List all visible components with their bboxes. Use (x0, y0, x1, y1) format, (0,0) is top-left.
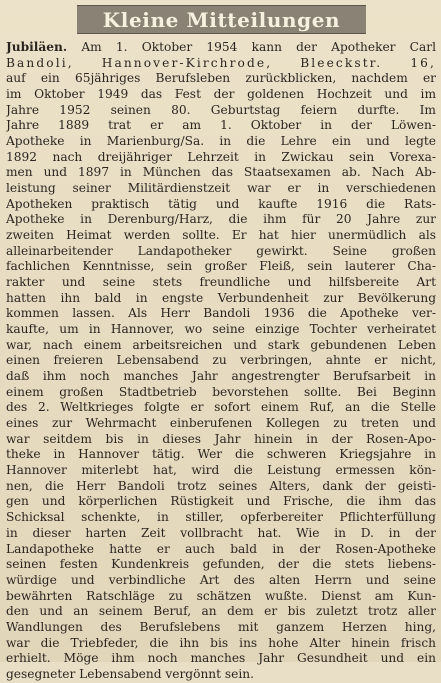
article-line: einen freieren Lebensabend zu verbringen, ahnte er nicht, (6, 353, 436, 368)
section-header-bar (77, 5, 366, 34)
article-line: seinen festen Kundenkreis gefunden, der die stets liebens- (6, 557, 436, 572)
article-line: würdige und verbindliche Art des alten Herrn und seine (6, 572, 436, 587)
article-line-text: Bandoli, Hannover-Kirchrode, Bleeckstr. 16, (6, 55, 436, 70)
article-line: fachlichen Kenntnisse, sein großer Fleiß, sein lauterer Cha- (6, 259, 436, 274)
article-line: einem großen Stadtbetrieb bevorstehen sollte. Bei Beginn (6, 384, 436, 399)
article-line: theke in Hannover tätig. Wer die schweren Kriegsjahre in (6, 447, 436, 462)
article-line: nen, die Herr Bandoli trotz seines Alters, dank der geisti- (6, 478, 436, 493)
article-line: Apotheke in Derenburg/Harz, die ihm für 20 Jahre zur (6, 212, 436, 227)
article-line: erhielt. Möge ihm noch manches Jahr Gesundheit und ein (6, 651, 436, 666)
article-line: Schicksal schenkte, in stiller, opferbereiter Pflichterfüllung (6, 510, 436, 525)
article-line: im Oktober 1949 das Fest der goldenen Hochzeit und im (6, 87, 436, 102)
article-line (6, 40, 436, 56)
article-line: bewährten Ratschläge zu schätzen wußte. Dienst am Kun- (6, 588, 436, 603)
article-line: gen und körperlichen Rüstigkeit und Frische, die ihm das (6, 494, 436, 509)
article-line-text: Am 1. Oktober 1954 kann der Apotheker Carl (67, 40, 436, 54)
article-line: auf ein 65jähriges Berufsleben zurückblicken, nachdem er (6, 71, 436, 86)
article-body (6, 40, 436, 683)
article-line: des 2. Weltkrieges folgte er sofort einem Ruf, an die Stelle (6, 400, 436, 415)
article-line: in dieser harten Zeit vollbracht hat. Wie in D. in der (6, 525, 436, 540)
article-line: 1892 nach dreijähriger Lehrzeit in Zwickau sein Vorexa- (6, 149, 436, 164)
article-line: gesegneter Lebensabend vergönnt sein. (6, 666, 255, 681)
article-line: kaufte, um in Hannover, wo seine einzige Tochter verheiratet (6, 322, 436, 337)
article-line: den und an seinem Beruf, an dem er bis zuletzt trotz aller (6, 604, 436, 619)
article-line: hatten ihn bald in engste Verbundenheit zur Bevölkerung (6, 290, 436, 305)
article-line: war, nach einem arbeitsreichen und stark gebundenen Leben (6, 337, 436, 352)
article-line: war die Triebfeder, die ihn bis ins hohe Alter hinein frisch (6, 635, 436, 650)
article-line: Jahre 1952 seinen 80. Geburtstag feiern durfte. Im (6, 102, 436, 117)
article-line: Hannover miterlebt hat, wird die Leistung ermessen kön- (6, 463, 436, 478)
section-title: Kleine Mitteilungen (102, 7, 341, 32)
article-line: daß ihm noch manches Jahr angestrengter Berufsarbeit in (6, 369, 436, 384)
article-line: Jahre 1889 trat er am 1. Oktober in der Löwen- (6, 118, 436, 133)
article-line: rakter und seine stets freundliche und hilfsbereite Art (6, 275, 436, 290)
article-line (6, 56, 436, 72)
article-line: Wandlungen des Berufslebens mit ganzem Herzen hing, (6, 619, 436, 634)
article-line: war seitdem bis in dieses Jahr hinein in der Rosen-Apo- (6, 431, 436, 446)
article-line: men und 1897 in München das Staatsexamen ab. Nach Ab- (6, 165, 436, 180)
article-line: kommen lassen. Als Herr Bandoli 1936 die Apotheke ver- (6, 306, 436, 321)
article-line: leistung seiner Militärdienstzeit war er in verschiedenen (6, 181, 436, 196)
article-line: alleinarbeitender Landapotheker gewirkt. Seine großen (6, 243, 436, 258)
article-line: zweiten Heimat werden sollte. Er hat hier unermüdlich als (6, 228, 436, 243)
article-line: eines zur Wehrmacht einberufenen Kollegen zu treten und (6, 416, 436, 431)
article-lead: Jubiläen. (6, 40, 68, 54)
article-line: Apotheken praktisch tätig und kaufte 1916 die Rats- (6, 196, 436, 211)
article-line: Landapotheke hatte er auch bald in der Rosen-Apotheke (6, 541, 436, 556)
article-line: Apotheke in Marienburg/Sa. in die Lehre ein und legte (6, 134, 436, 149)
